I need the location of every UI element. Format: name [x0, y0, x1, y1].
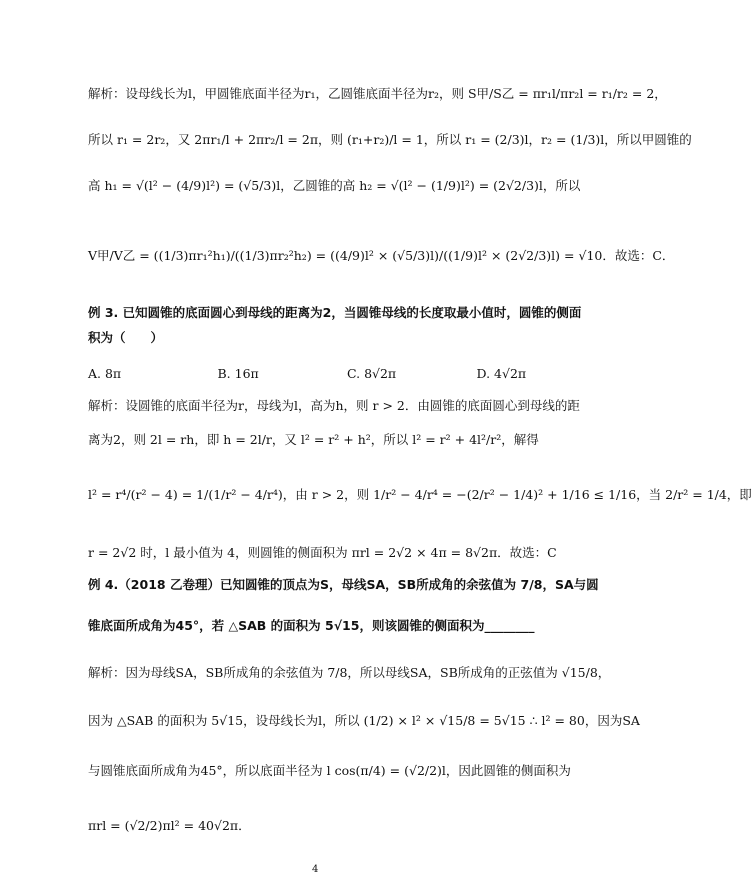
option-c: C. 8√2π — [347, 366, 397, 381]
option-a: A. 8π — [88, 366, 122, 381]
page-number: 4 — [312, 864, 319, 875]
solution-4-line-3: 与圆锥底面所成角为45°，所以底面半径为 l cos(π/4) = (√2/2)l，因此圆锥的侧面积为 — [88, 763, 571, 778]
solution-4-line-4: πrl = (√2/2)πl² = 40√2π． — [88, 818, 251, 833]
solution-3-line-3: l² = r⁴/(r² − 4) = 1/(1/r² − 4/r⁴)，由 r > 2，则 1/r² − 4/r⁴ = −(2/r² − 1/4)² + 1/16 ≤ 1/16，当 2/r² = 1/4，即 — [88, 487, 752, 502]
solution-3-line-4: r = 2√2 时，l 最小值为 4，则圆锥的侧面积为 πrl = 2√2 × 4π = 8√2π．故选：C — [88, 545, 557, 560]
solution-2-volume-ratio: V甲/V乙 = ((1/3)πr₁²h₁)/((1/3)πr₂²h₂) = ((4/9)l² × (√5/3)l)/((1/9)l² × (2√2/3)l) = √10．故选：C． — [88, 248, 675, 263]
solution-2-line-2: 所以 r₁ = 2r₂，又 2πr₁/l + 2πr₂/l = 2π，则 (r₁+r₂)/l = 1，所以 r₁ = (2/3)l，r₂ = (1/3)l，所以甲圆锥的 — [88, 132, 692, 147]
option-d: D. 4√2π — [476, 366, 527, 381]
solution-4-line-2: 因为 △SAB 的面积为 5√15，设母线长为l，所以 (1/2) × l² × √15/8 = 5√15 ∴ l² = 80，因为SA — [88, 713, 640, 728]
example-4-question-cont: 锥底面所成角为45°，若 △SAB 的面积为 5√15，则该圆锥的侧面积为________ — [88, 618, 535, 633]
example-3-question-cont: 积为（ ） — [88, 330, 164, 345]
solution-4-line-1: 解析：因为母线SA，SB所成角的余弦值为 7/8，所以母线SA，SB所成角的正弦值为 √15/8， — [88, 665, 611, 680]
solution-3-line-2: 离为2，则 2l = rh，即 h = 2l/r，又 l² = r² + h²，所以 l² = r² + 4l²/r²，解得 — [88, 432, 539, 447]
solution-2-line-3: 高 h₁ = √(l² − (4/9)l²) = (√5/3)l，乙圆锥的高 h₂ = √(l² − (1/9)l²) = (2√2/3)l，所以 — [88, 178, 581, 193]
example-4-question: 例 4.（2018 乙卷理）已知圆锥的顶点为S，母线SA，SB所成角的余弦值为 7/8，SA与圆 — [88, 577, 599, 592]
option-b: B. 16π — [217, 366, 259, 381]
example-3-options — [88, 366, 606, 381]
solution-2-line-1: 解析：设母线长为l，甲圆锥底面半径为r₁，乙圆锥底面半径为r₂，则 S甲/S乙 = πr₁l/πr₂l = r₁/r₂ = 2， — [88, 86, 667, 101]
example-3-question: 例 3. 已知圆锥的底面圆心到母线的距离为2，当圆锥母线的长度取最小值时，圆锥的侧面 — [88, 305, 582, 320]
solution-3-line-1: 解析：设圆锥的底面半径为r，母线为l，高为h，则 r > 2．由圆锥的底面圆心到母线的距 — [88, 398, 580, 413]
